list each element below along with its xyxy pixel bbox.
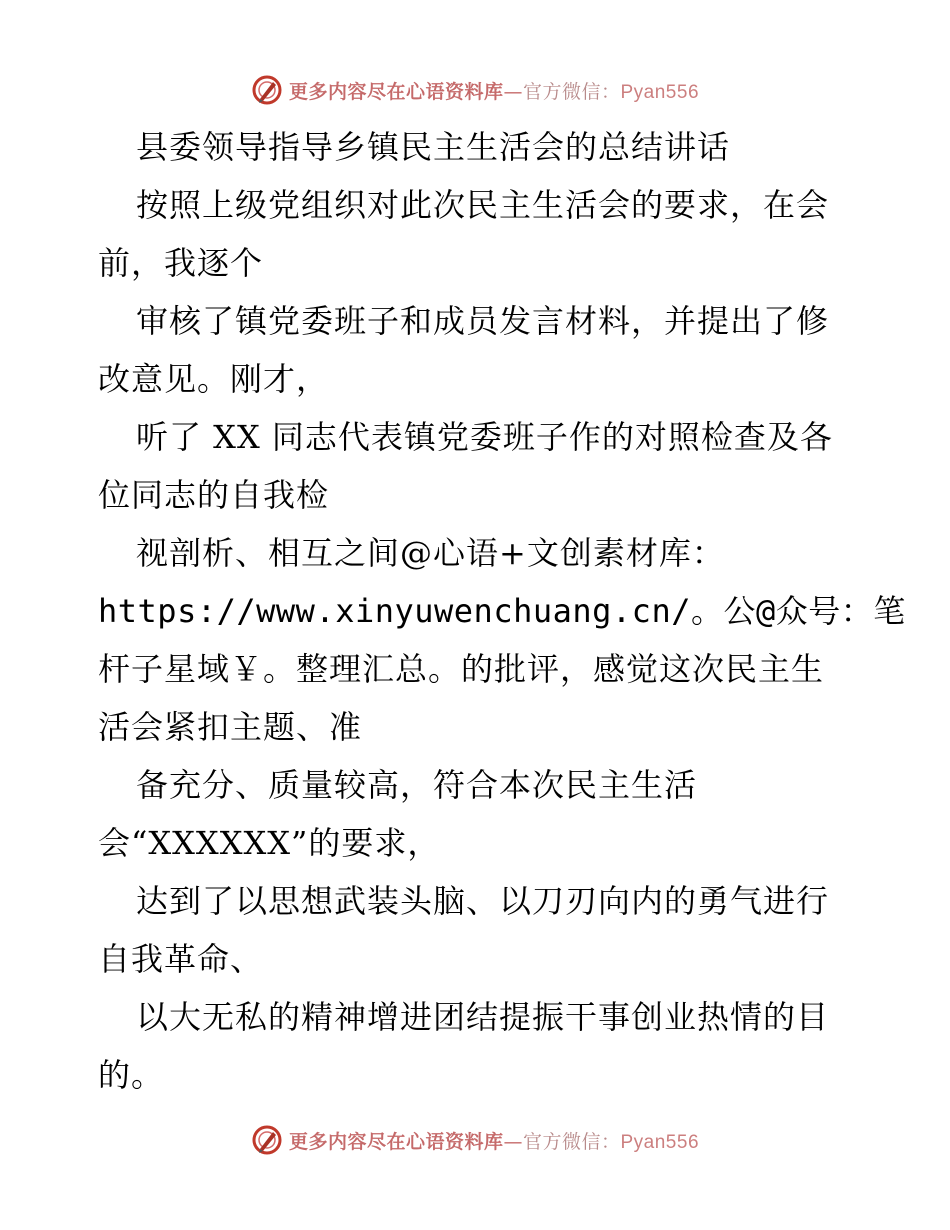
paragraph-line-url: https://www.xinyuwenchuang.cn/。公@众号：笔 (98, 592, 906, 630)
document-title: 县委领导指导乡镇民主生活会的总结讲话 (136, 128, 731, 166)
pen-logo-icon (251, 74, 283, 106)
paragraph-line: 听了 XX 同志代表镇党委班子作的对照检查及各 (136, 418, 833, 456)
paragraph-line: 杆子星域￥。整理汇总。的批评，感觉这次民主生 (98, 650, 825, 688)
paragraph-line: 活会紧扣主题、准 (98, 708, 363, 746)
watermark-wechat-label: 官方微信： (522, 1130, 621, 1153)
watermark-wechat-id: Pyan556 (620, 81, 700, 103)
pen-logo-icon (251, 1124, 283, 1156)
bottom-watermark-banner (0, 1120, 950, 1160)
watermark-dash: — (503, 1130, 523, 1153)
paragraph-line: 位同志的自我检 (98, 476, 330, 514)
top-watermark-banner (0, 70, 950, 110)
watermark-text (289, 1127, 699, 1154)
watermark-text (289, 77, 699, 104)
watermark-wechat-label: 官方微信： (522, 80, 621, 103)
paragraph-line: 前，我逐个 (98, 244, 264, 282)
watermark-group (251, 1124, 699, 1156)
paragraph-line: 会“XXXXXX”的要求， (98, 824, 441, 862)
watermark-group (251, 74, 699, 106)
watermark-dash: — (503, 80, 523, 103)
paragraph-line: 审核了镇党委班子和成员发言材料，并提出了修 (136, 302, 830, 340)
paragraph-line: 以大无私的精神增进团结提振干事创业热情的目 (136, 998, 830, 1036)
paragraph-line: 达到了以思想武装头脑、以刀刃向内的勇气进行 (136, 882, 830, 920)
paragraph-line: 的。 (98, 1056, 165, 1094)
paragraph-line: 备充分、质量较高，符合本次民主生活 (136, 766, 698, 804)
paragraph-line: 改意见。刚才， (98, 360, 330, 398)
paragraph-line: 自我革命、 (98, 940, 264, 978)
paragraph-line: 视剖析、相互之间@心语+文创素材库： (136, 534, 725, 572)
watermark-site-text: 更多内容尽在心语资料库 (288, 80, 504, 103)
document-body (98, 118, 906, 1104)
paragraph-line: 按照上级党组织对此次民主生活会的要求，在会 (136, 186, 830, 224)
watermark-site-text: 更多内容尽在心语资料库 (288, 1130, 504, 1153)
watermark-wechat-id: Pyan556 (620, 1131, 700, 1153)
